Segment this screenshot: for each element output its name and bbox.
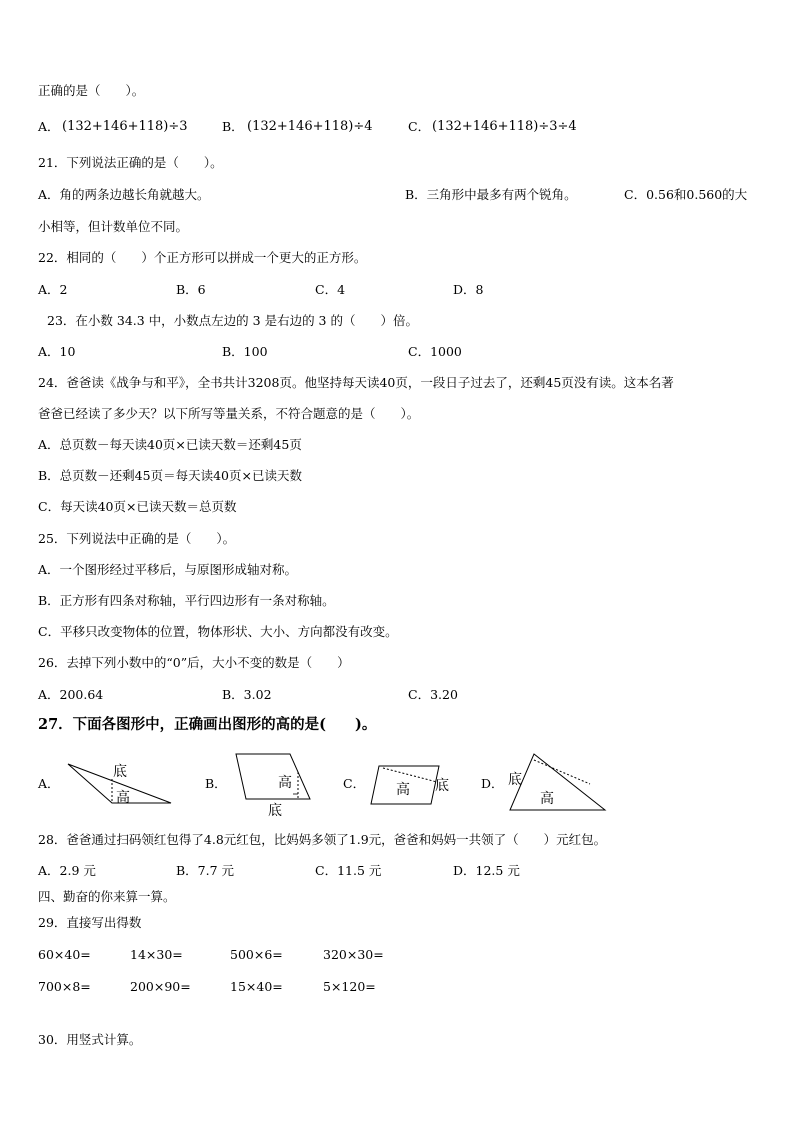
q29-stem: 29．直接写出得数 [38,915,142,930]
q28-option-c: C．11.5 元 [315,863,382,878]
q23-option-b: B．100 [222,344,268,359]
q25-option-b: B．正方形有四条对称轴，平行四边形有一条对称轴。 [38,593,335,608]
q29-item: 15×40= [230,979,283,994]
q29-item: 200×90= [130,979,191,994]
q22-option-d: D．8 [453,282,484,297]
q25-option-c: C．平移只改变物体的位置，物体形状、大小、方向都没有改变。 [38,624,398,639]
q26-option-b: B．3.02 [222,687,272,702]
q28-option-b: B．7.7 元 [176,863,235,878]
q20-option-b-letter: B． [222,119,244,134]
q27-label-d: D． [481,776,504,791]
q24-option-a: A．总页数－每天读40页×已读天数＝还剩45页 [38,437,302,452]
q22-option-c: C．4 [315,282,346,297]
q22-option-a: A．2 [38,282,68,297]
section-4-heading: 四、勤奋的你来算一算。 [38,889,176,904]
q30-stem: 30．用竖式计算。 [38,1032,142,1047]
q27-label-b: B． [205,776,227,791]
figure-b-height-label: 高 [278,775,292,791]
q29-item: 320×30= [323,947,384,962]
figure-c-parallelogram [365,754,457,810]
q29-item: 5×120= [323,979,376,994]
q23-option-a: A．10 [38,344,76,359]
q20-option-b-expr: (132+146+118)÷4 [247,119,373,134]
figure-a-height-label: 高 [116,790,130,806]
q29-item: 14×30= [130,947,183,962]
q28-option-d: D．12.5 元 [453,863,520,878]
q20-option-c-expr: (132+146+118)÷3÷4 [432,119,577,134]
figure-c-height-label: 高 [396,782,410,798]
q29-item: 700×8= [38,979,91,994]
q24-option-c: C．每天读40页×已读天数＝总页数 [38,499,237,514]
q28-stem: 28．爸爸通过扫码领红包得了4.8元红包，比妈妈多领了1.9元，爸爸和妈妈一共领了（ ）元红包。 [38,832,607,847]
q24-stem-line1: 24．爸爸读《战争与和平》，全书共计3208页。他坚持每天读40页，一段日子过去了，还剩45页没有读。这本名著 [38,375,674,390]
q21-option-a: A．角的两条边越长角就越大。 [38,187,210,202]
figure-b-base-label: 底 [268,803,282,819]
q26-option-c: C．3.20 [408,687,458,702]
q20-option-c-letter: C． [408,119,431,134]
q22-option-b: B．6 [176,282,206,297]
q20-option-a-letter: A． [38,119,60,134]
q20-tail: 正确的是（ ）。 [38,83,145,98]
figure-d-base-label: 底 [508,772,522,788]
q27-stem: 27．下面各图形中，正确画出图形的高的是( )。 [38,716,377,733]
q29-item: 60×40= [38,947,91,962]
q20-option-a-expr: (132+146+118)÷3 [62,119,188,134]
figure-c-base-label: 底 [435,778,449,794]
q27-label-c: C． [343,776,366,791]
q23-option-c: C．1000 [408,344,462,359]
q24-stem-line2: 爸爸已经读了多少天？以下所写等量关系，不符合题意的是（ ）。 [38,406,420,421]
q27-label-a: A． [38,776,60,791]
q25-option-a: A．一个图形经过平移后，与原图形成轴对称。 [38,562,298,577]
figure-b-trapezoid [228,748,320,820]
q21-stem: 21．下列说法正确的是（ ）。 [38,155,223,170]
figure-a-base-label: 底 [113,764,127,780]
q22-stem: 22．相同的（ ）个正方形可以拼成一个更大的正方形。 [38,250,367,265]
figure-d-height-label: 高 [540,791,554,807]
figure-a-triangle [60,752,178,812]
q21-option-c-continued: 小相等，但计数单位不同。 [38,219,189,234]
figure-d-triangle [502,750,608,814]
q24-option-b: B．总页数－还剩45页＝每天读40页×已读天数 [38,468,302,483]
q26-option-a: A．200.64 [38,687,104,702]
q23-stem: 23．在小数 34.3 中，小数点左边的 3 是右边的 3 的（ ）倍。 [47,313,418,328]
q29-item: 500×6= [230,947,283,962]
q21-option-c: C．0.56和0.560的大 [624,187,748,202]
q26-stem: 26．去掉下列小数中的“0”后，大小不变的数是（ ） [38,655,350,670]
q28-option-a: A．2.9 元 [38,863,96,878]
q21-option-b: B．三角形中最多有两个锐角。 [405,187,577,202]
q25-stem: 25．下列说法中正确的是（ ）。 [38,531,236,546]
